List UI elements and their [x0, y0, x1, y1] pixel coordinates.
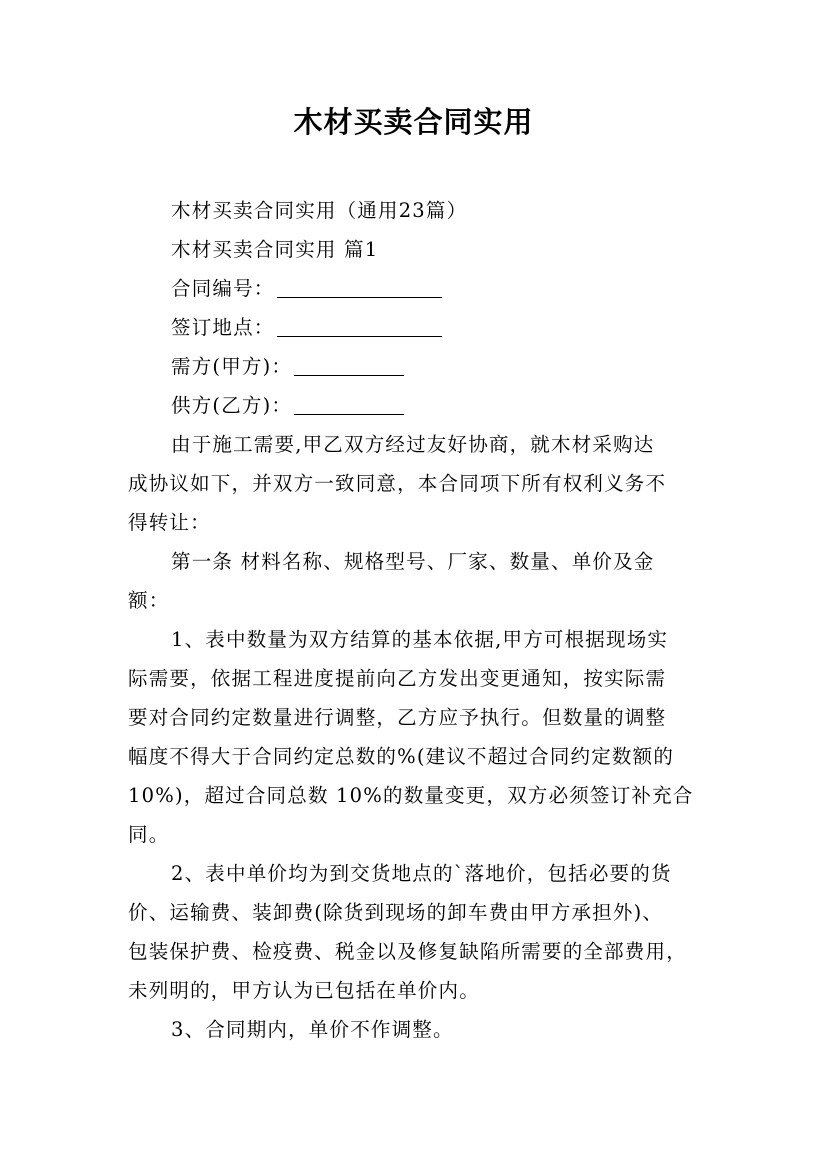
- document-subtitle: 木材买卖合同实用（通用23篇）: [171, 199, 468, 222]
- article-1-heading: 第一条 材料名称、规格型号、厂家、数量、单价及金: [171, 550, 655, 573]
- buyer-field: [171, 352, 404, 382]
- item-1-line: 1、表中数量为双方结算的基本依据,甲方可根据现场实: [171, 628, 669, 651]
- buyer-label: 需方(甲方)：: [171, 355, 293, 378]
- sign-place-label: 签订地点：: [171, 316, 275, 339]
- item-2-line: 包装保护费、检疫费、税金以及修复缺陷所需要的全部费用，: [128, 940, 687, 963]
- intro-line: 得转让：: [128, 511, 211, 534]
- document-title: 木材买卖合同实用: [293, 105, 534, 139]
- item-1-line: 幅度不得大于合同约定总数的%(建议不超过合同约定数额的: [128, 745, 675, 768]
- item-2-line: 2、表中单价均为到交货地点的`落地价，包括必要的货: [171, 862, 672, 885]
- supplier-field: [171, 391, 404, 421]
- intro-line: 成协议如下，并双方一致同意，本合同项下所有权利义务不: [128, 472, 667, 495]
- item-1-line: 10%)，超过合同总数 10%的数量变更，双方必须签订补充合: [128, 784, 694, 807]
- contract-number-field: [171, 274, 442, 304]
- article-1-heading: 额：: [128, 589, 170, 612]
- item-3-line: 3、合同期内，单价不作调整。: [171, 1018, 454, 1041]
- item-1-line: 同。: [128, 823, 170, 846]
- item-2-line: 价、运输费、装卸费(除货到现场的卸车费由甲方承担外)、: [128, 901, 664, 924]
- buyer-blank: [294, 353, 404, 376]
- item-1-line: 际需要，依据工程进度提前向乙方发出变更通知，按实际需: [128, 667, 667, 690]
- supplier-label: 供方(乙方)：: [171, 394, 293, 417]
- intro-line: 由于施工需要,甲乙双方经过友好协商，就木材采购达: [171, 433, 655, 456]
- item-1-line: 要对合同约定数量进行调整，乙方应予执行。但数量的调整: [128, 706, 667, 729]
- sign-place-blank: [277, 314, 442, 337]
- sign-place-field: [171, 313, 442, 343]
- supplier-blank: [294, 392, 404, 415]
- contract-number-blank: [277, 275, 442, 298]
- contract-number-label: 合同编号：: [171, 277, 275, 300]
- section-heading: 木材买卖合同实用 篇1: [171, 238, 379, 261]
- item-2-line: 未列明的，甲方认为已包括在单价内。: [128, 979, 480, 1002]
